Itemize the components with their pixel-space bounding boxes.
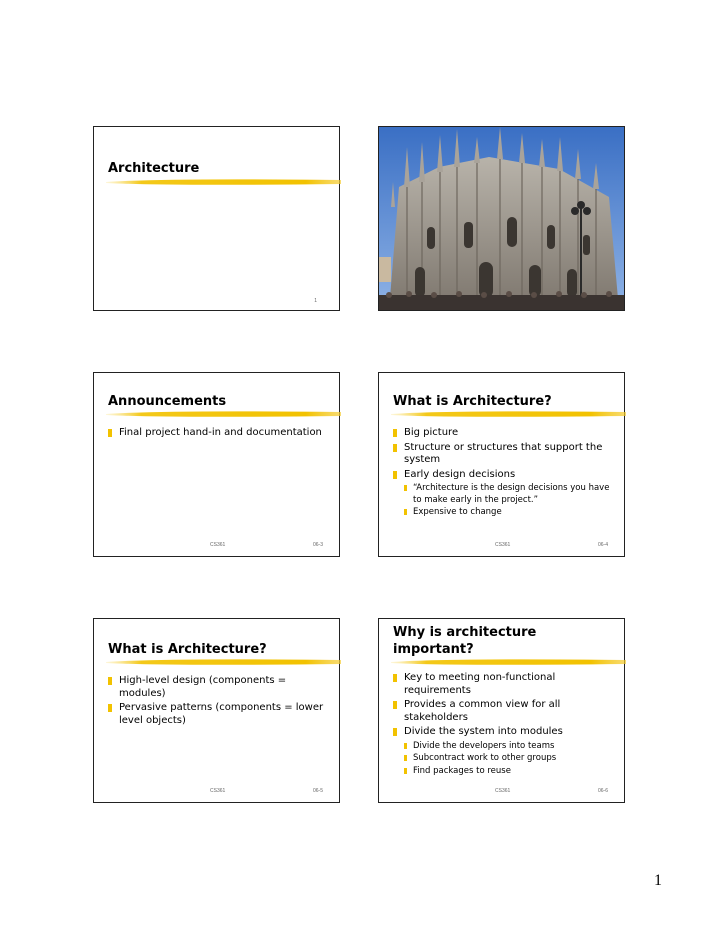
slide-title: Architecture bbox=[108, 161, 200, 176]
bullet: Final project hand-in and documentation bbox=[108, 427, 329, 440]
sub-bullet: Subcontract work to other groups bbox=[393, 753, 614, 765]
bullet: Provides a common view for all stakeholders bbox=[393, 699, 614, 724]
slide-5 bbox=[93, 618, 340, 803]
title-underline bbox=[106, 409, 341, 419]
slide-page-number: 1 bbox=[314, 298, 317, 304]
footer-course: CS361 bbox=[210, 542, 226, 548]
handout-page-number: 1 bbox=[654, 872, 662, 889]
bullet: Key to meeting non-functional requirements bbox=[393, 672, 614, 697]
slide-2 bbox=[378, 126, 625, 311]
footer-page: 06-4 bbox=[597, 542, 608, 548]
title-underline bbox=[391, 409, 626, 419]
milan-cathedral-photo bbox=[379, 127, 624, 310]
bullet: Structure or structures that support the system bbox=[393, 442, 614, 467]
slide-title: Announcements bbox=[108, 394, 227, 409]
sub-bullet: “Architecture is the design decisions you have to make early in the project.” bbox=[393, 483, 614, 506]
sub-bullet: Divide the developers into teams bbox=[393, 741, 614, 753]
bullet: Pervasive patterns (components = lower level objects) bbox=[108, 702, 329, 727]
slide-title-line-1: Why is architecture bbox=[393, 625, 537, 640]
bullet: Divide the system into modules bbox=[393, 726, 614, 739]
title-underline bbox=[106, 657, 341, 667]
slide-1 bbox=[93, 126, 340, 311]
footer-course: CS361 bbox=[495, 788, 511, 794]
slide-title: What is Architecture? bbox=[108, 642, 267, 657]
footer-page: 06-6 bbox=[597, 788, 608, 794]
bullet: High-level design (components = modules) bbox=[108, 675, 329, 700]
slide-title: What is Architecture? bbox=[393, 394, 552, 409]
sub-bullet: Expensive to change bbox=[393, 507, 614, 519]
title-underline bbox=[391, 657, 626, 667]
footer-course: CS361 bbox=[495, 542, 511, 548]
slide-3 bbox=[93, 372, 340, 557]
slide-4 bbox=[378, 372, 625, 557]
footer-page: 06-5 bbox=[312, 788, 323, 794]
slide-6 bbox=[378, 618, 625, 803]
footer-page: 06-3 bbox=[312, 542, 323, 548]
footer-course: CS361 bbox=[210, 788, 226, 794]
bullet: Early design decisions bbox=[393, 469, 614, 482]
sub-bullet: Find packages to reuse bbox=[393, 766, 614, 778]
bullet: Big picture bbox=[393, 427, 614, 440]
title-underline bbox=[106, 177, 341, 187]
slide-title-line-2: important? bbox=[393, 642, 474, 657]
